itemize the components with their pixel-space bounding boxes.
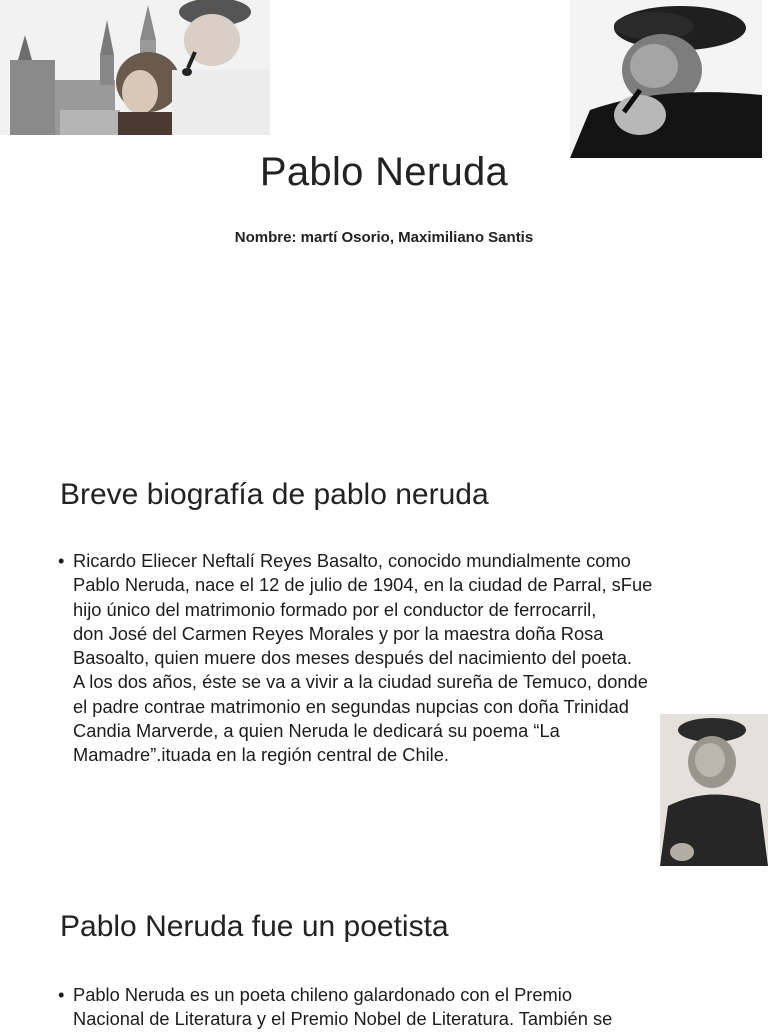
biography-bullet	[58, 549, 733, 768]
poet-bullet	[58, 983, 733, 1032]
photo-neruda-couple-image	[0, 0, 270, 135]
poet-line: • Pablo Neruda es un poeta chileno galardonado con el Premio	[73, 984, 573, 1005]
photo-neruda-pipe-image	[570, 0, 762, 158]
author-names: Nombre: martí Osorio, Maximiliano Santis	[234, 229, 534, 246]
biography-heading: Breve biografía de pablo neruda	[60, 478, 489, 511]
biography-line: • Ricardo Eliecer Neftalí Reyes Basalto, conocido mundialmente como	[73, 550, 631, 571]
biography-line: A los dos años, éste se va a vivir a la ciudad sureña de Temuco, donde	[73, 671, 648, 693]
biography-line: don José del Carmen Reyes Morales y por la maestra doña Rosa	[73, 622, 604, 644]
poet-heading: Pablo Neruda fue un poetista	[60, 910, 449, 943]
biography-line: Candia Marverde, a quien Neruda le dedicará su poema “La	[73, 720, 560, 742]
poet-line: Nacional de Literatura y el Premio Nobel de Literatura. También se	[73, 1008, 613, 1030]
biography-line: Pablo Neruda, nace el 12 de julio de 1904, en la ciudad de Parral, sFue	[73, 574, 653, 596]
biography-line: hijo único del matrimonio formado por el conductor de ferrocarril,	[73, 598, 597, 620]
photo-neruda-portrait	[660, 714, 768, 866]
photo-neruda-couple	[0, 0, 270, 135]
photo-neruda-portrait-image	[660, 714, 768, 866]
biography-line: el padre contrae matrimonio en segundas nupcias con doña Trinidad	[73, 695, 629, 717]
page-title: Pablo Neruda	[259, 150, 509, 194]
photo-neruda-pipe	[570, 0, 762, 158]
biography-line: Basoalto, quien muere dos meses después del nacimiento del poeta.	[73, 647, 632, 669]
biography-line: Mamadre”.ituada en la región central de Chile.	[73, 744, 449, 766]
